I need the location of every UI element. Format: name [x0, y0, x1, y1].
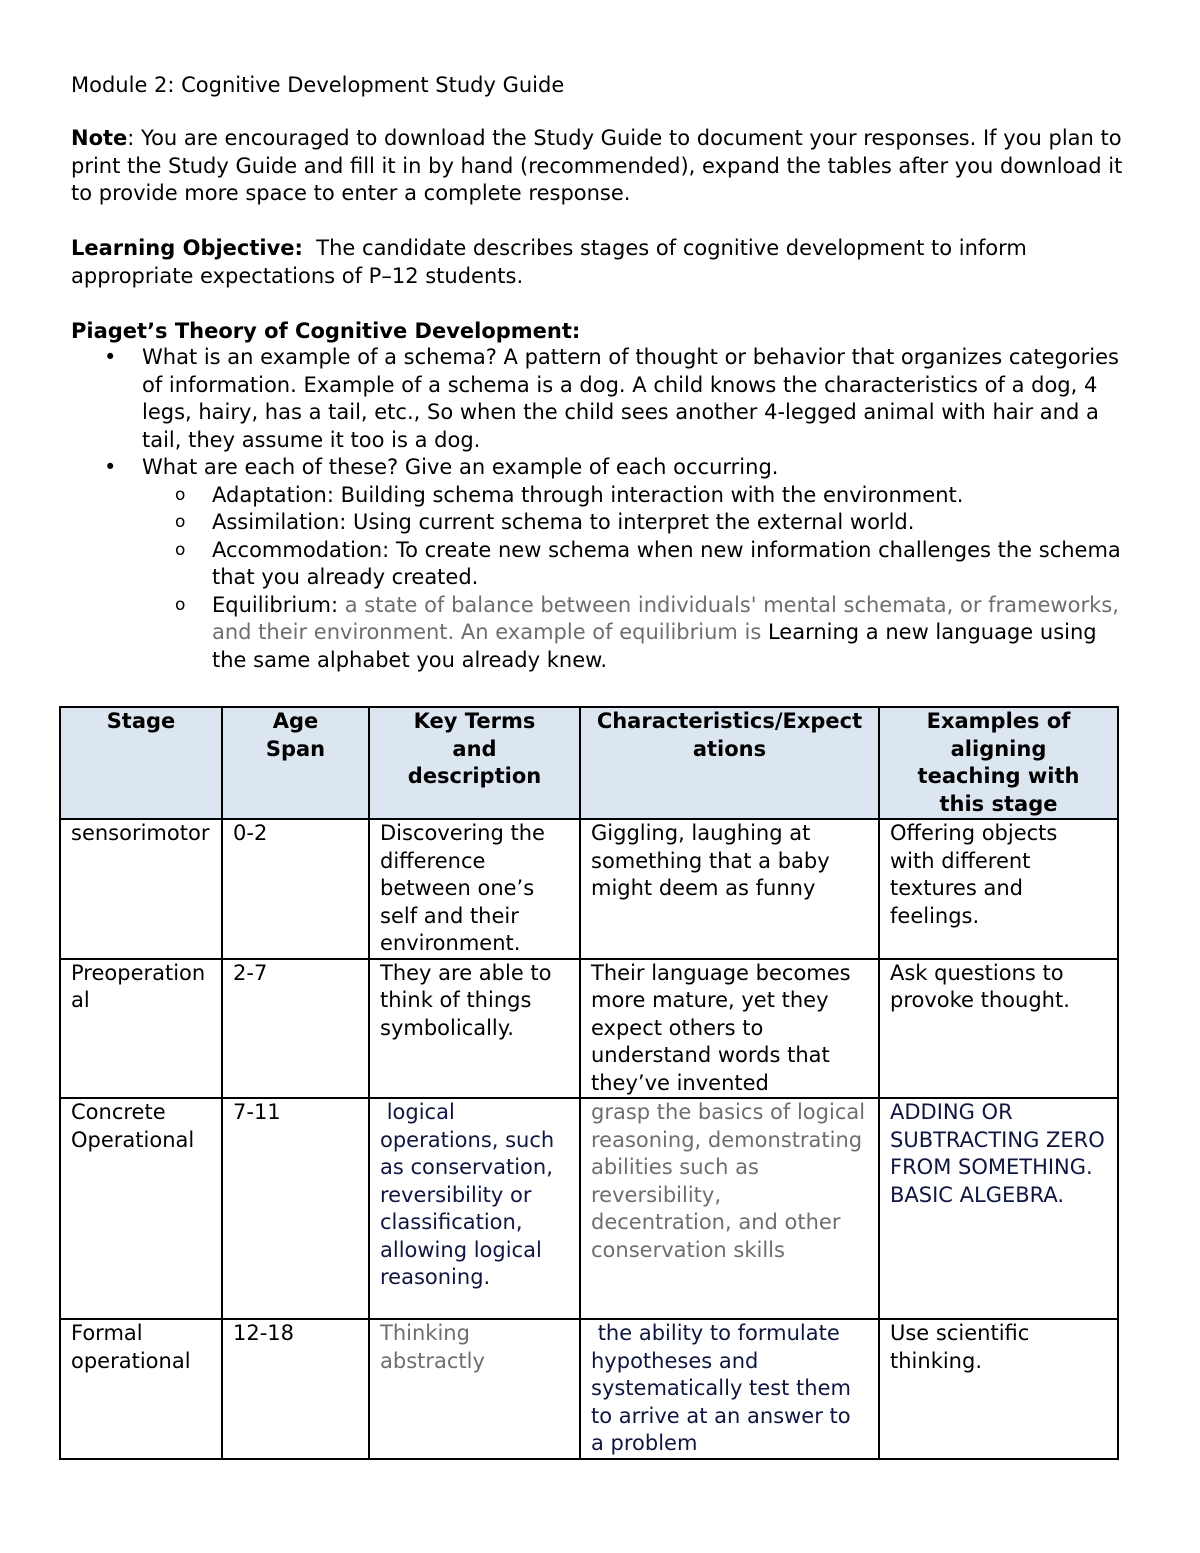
header-examples-text: Examples of aligning teaching with this stage	[917, 709, 1080, 816]
assimilation-text: Assimilation: Using current schema to interpret the external world.	[212, 510, 915, 534]
cell-characteristics: the ability to formulate hypotheses and systematically test them to arrive at an answer to a problem	[580, 1319, 879, 1459]
header-stage: Stage	[60, 707, 222, 819]
adaptation-text: Adaptation: Building schema through interaction with the environment.	[212, 482, 964, 507]
cell-stage: Preoperational	[60, 959, 222, 1099]
cell-characteristics: Giggling, laughing at something that a baby might deem as funny	[580, 819, 879, 959]
objective-label: Learning Objective:	[71, 236, 303, 260]
note-paragraph	[71, 125, 1131, 208]
cell-age: 7-11	[222, 1098, 369, 1319]
list-item	[71, 454, 1131, 674]
cell-examples: ADDING OR SUBTRACTING ZERO FROM SOMETHING. BASIC ALGEBRA.	[879, 1098, 1118, 1319]
sub-bullet-marker: o	[175, 512, 186, 532]
cell-key-terms: They are able to think of things symbolically.	[369, 959, 580, 1099]
cell-age: 0-2	[222, 819, 369, 959]
cell-age: 12-18	[222, 1319, 369, 1459]
header-characteristics	[580, 707, 879, 819]
header-age-span-text: Age Span	[265, 709, 326, 761]
cell-key-terms: logical operations, such as conservation, reversibility or classification, allowing logical reasoning.	[369, 1098, 580, 1319]
learning-objective-paragraph	[71, 235, 1131, 290]
cell-stage: Concrete Operational	[60, 1098, 222, 1319]
piaget-heading: Piaget’s Theory of Cognitive Development:	[71, 319, 581, 343]
cell-key-terms: Thinking abstractly	[369, 1319, 580, 1459]
list-item	[71, 592, 1131, 675]
list-item	[71, 509, 1131, 537]
equilibrium-label: Equilibrium:	[212, 592, 345, 617]
list-item	[71, 482, 1131, 510]
header-key-terms	[369, 707, 580, 819]
bullet-marker: •	[104, 455, 117, 479]
piaget-bullet-list	[71, 344, 1131, 674]
list-item	[71, 344, 1131, 454]
cell-stage: Formal operational	[60, 1319, 222, 1459]
cell-key-terms: Discovering the difference between one’s self and their environment.	[369, 819, 580, 959]
cell-examples: Use scientific thinking.	[879, 1319, 1118, 1459]
cell-characteristics: Their language becomes more mature, yet they expect others to understand words that they’ve invented	[580, 959, 879, 1099]
cell-examples: Ask questions to provoke thought.	[879, 959, 1118, 1099]
cell-age: 2-7	[222, 959, 369, 1099]
sub-bullet-marker: o	[175, 484, 186, 505]
each-item-text: What are each of these? Give an example of each occurring.	[142, 455, 779, 479]
header-examples	[879, 707, 1118, 819]
table-row	[60, 959, 1118, 1099]
document-title: Module 2: Cognitive Development Study Guide	[71, 73, 565, 97]
accommodation-text: Accommodation: To create new schema when new information challenges the schema that you already created.	[212, 537, 1121, 589]
cognitive-stages-table	[59, 706, 1119, 1460]
equilibrium-example: Learning a new language using the same alphabet you already knew.	[212, 620, 1097, 672]
note-text: : You are encouraged to download the Study Guide to document your responses. If you plan to print the Study Guide and fill it in by hand (recommended), expand the tables after you download it to provide more space to enter a complete response.	[71, 126, 1123, 205]
list-item	[71, 537, 1131, 592]
sub-bullet-marker: o	[175, 594, 186, 615]
equilibrium-definition: a state of balance between individuals' mental schemata, or frameworks, and their environment. An example of equilibrium is	[212, 592, 1119, 644]
header-key-terms-text: Key Terms and description	[407, 709, 542, 788]
cell-examples: Offering objects with different textures and feelings.	[879, 819, 1118, 959]
header-characteristics-text: Characteristics/Expectations	[596, 709, 863, 761]
schema-item-text: What is an example of a schema? A pattern of thought or behavior that organizes categories of information. Example of a schema is a dog. A child knows the characteristics of a dog, 4 legs, hairy, has a tail, etc., So when the child sees another 4-legged animal with hair and a tail, they assume it too is a dog.	[142, 345, 1120, 452]
table-row	[60, 1319, 1118, 1459]
table-row	[60, 1098, 1118, 1319]
sub-bullet-marker: o	[175, 539, 186, 560]
term-sub-list	[142, 482, 1131, 675]
header-age-span	[222, 707, 369, 819]
table-header-row	[60, 707, 1118, 819]
note-label: Note	[71, 126, 128, 150]
objective-text: The candidate describes stages of cognitive development to inform appropriate expectations of P–12 students.	[71, 236, 1034, 288]
cell-characteristics: grasp the basics of logical reasoning, demonstrating abilities such as reversibility, decentration, and other conservation skills	[580, 1098, 879, 1319]
bullet-marker: •	[104, 345, 117, 369]
cell-stage: sensorimotor	[60, 819, 222, 959]
table-row	[60, 819, 1118, 959]
